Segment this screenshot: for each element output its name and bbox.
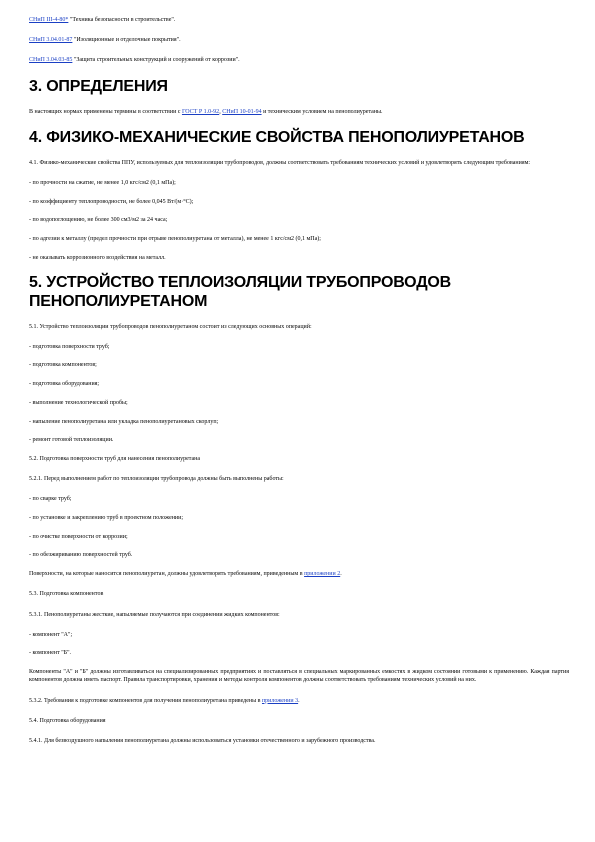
paragraph-5-1: 5.1. Устройство теплоизоляции трубопроводов пенополиуретаном состоит из следующих основных операций: [29,323,312,330]
list-item: - компонент "Б". [29,650,72,657]
appendix-2-link[interactable]: приложении 2 [304,571,341,578]
snip-link[interactable]: СНиП III-4-80* [29,17,69,23]
snip-link[interactable]: СНиП 10-01-94 [222,108,262,115]
paragraph-5-4: 5.4. Подготовка оборудования [29,717,106,724]
list-item: - подготовка компонентов; [29,362,97,369]
snip-link[interactable]: СНиП 3.04.03-85 [29,57,73,64]
list-item: - по адгезии к металлу (предел прочности при отрыве пенополиуретана от металла), не менее 1 кгс/см2 (0,1 мПа); [29,236,321,243]
list-item: - выполнение технологической пробы; [29,399,128,406]
paragraph-5-4-1: 5.4.1. Для безвоздушного напыления пенополиуретана должны использоваться установки отечественного и зарубежного производства. [29,738,376,744]
reference-line: СНиП 3.04.03-85 "Защита строительных конструкций и сооружений от коррозии". [29,57,240,64]
list-item: - по очистке поверхности от коррозии; [29,533,128,540]
definitions-text: В настоящих нормах применены термины в соответствии с ГОСТ Р 1.0-92, СНиП 10-01-94 и техническим условием на пенополиуретаны. [29,108,383,115]
list-item: - по установке и закреплению труб в проектном положении; [29,515,184,522]
list-item: - по прочности на сжатие, не менее 1,0 кгс/см2 (0,1 мПа); [29,180,176,187]
section-3-heading: 3. ОПРЕДЕЛЕНИЯ [29,77,168,95]
list-item: - по обезжириванию поверхностей труб. [29,552,133,559]
components-paragraph: Компоненты "А" и "Б" должны изготавливаться на специализированных предприятиях и поставляться в специальных маркированных емкостях в жидком состоянии готовыми к применению. Каждая партия компонентов должна иметь паспорт. Правила транспортировки, хранения и методы контроля компонентов должны соответствовать требованиям технических условий на них. [29,669,569,684]
gost-link[interactable]: ГОСТ Р 1.0-92 [181,108,220,115]
list-item: - напыление пенополиуретана или укладка пенополиуретановых скорлуп; [29,418,219,425]
list-item: - ремонт готовой теплоизоляции. [29,437,114,444]
list-item: - по водопоглощению, не более 300 см3/м2 за 24 часа; [29,217,168,224]
paragraph-5-3: 5.3. Подготовка компонентов [29,591,104,598]
snip-link[interactable]: СНиП 3.04.01-87 [29,37,73,44]
section-4-heading: 4. ФИЗИКО-МЕХАНИЧЕСКИЕ СВОЙСТВА ПЕНОПОЛИУРЕТАНОВ [29,128,525,146]
paragraph-5-3-1: 5.3.1. Пенополиуретаны жесткие, напыляемые получаются при соединении жидких компонентов: [29,611,280,618]
section-5-heading: 5. УСТРОЙСТВО ТЕПЛОИЗОЛЯЦИИ ТРУБОПРОВОДОВ ПЕНОПОЛИУРЕТАНОМ [29,273,452,310]
paragraph-5-2-1: 5.2.1. Перед выполнением работ по теплоизоляции трубопровода должны быть выполнены работы: [29,476,284,483]
paragraph-4-1: 4.1. Физико-механические свойства ППУ, используемых для теплоизоляции трубопроводов, должны соответствовать требованиям технических условий и удовлетворять следующим требованиям: [29,159,531,166]
paragraph-5-3-2: 5.3.2. Требования к подготовке компонентов для получения пенополиуретана приведены в приложении 3. [29,697,300,704]
appendix-3-link[interactable]: приложении 3 [261,697,299,704]
surfaces-paragraph: Поверхности, на которые наносится пенополиуретан, должны удовлетворять требованиям, приведенным в приложении 2. [29,571,342,578]
list-item: - не оказывать коррозионного воздействия на металл. [29,254,166,261]
list-item: - подготовка поверхности труб; [29,343,110,350]
reference-line: СНиП III-4-80* "Техника безопасности в строительстве". [29,17,176,23]
list-item: - подготовка оборудования; [29,381,100,388]
document-body [29,16,569,757]
list-item: - по сварке труб; [29,496,72,503]
list-item: - по коэффициенту теплопроводности, не более 0,045 Вт/(м·°С); [29,198,194,205]
reference-line: СНиП 3.04.01-87 "Изоляционные и отделочные покрытия". [29,37,181,44]
paragraph-5-2: 5.2. Подготовка поверхности труб для нанесения пенополиуретана [29,455,201,462]
list-item: - компонент "А"; [29,631,73,638]
